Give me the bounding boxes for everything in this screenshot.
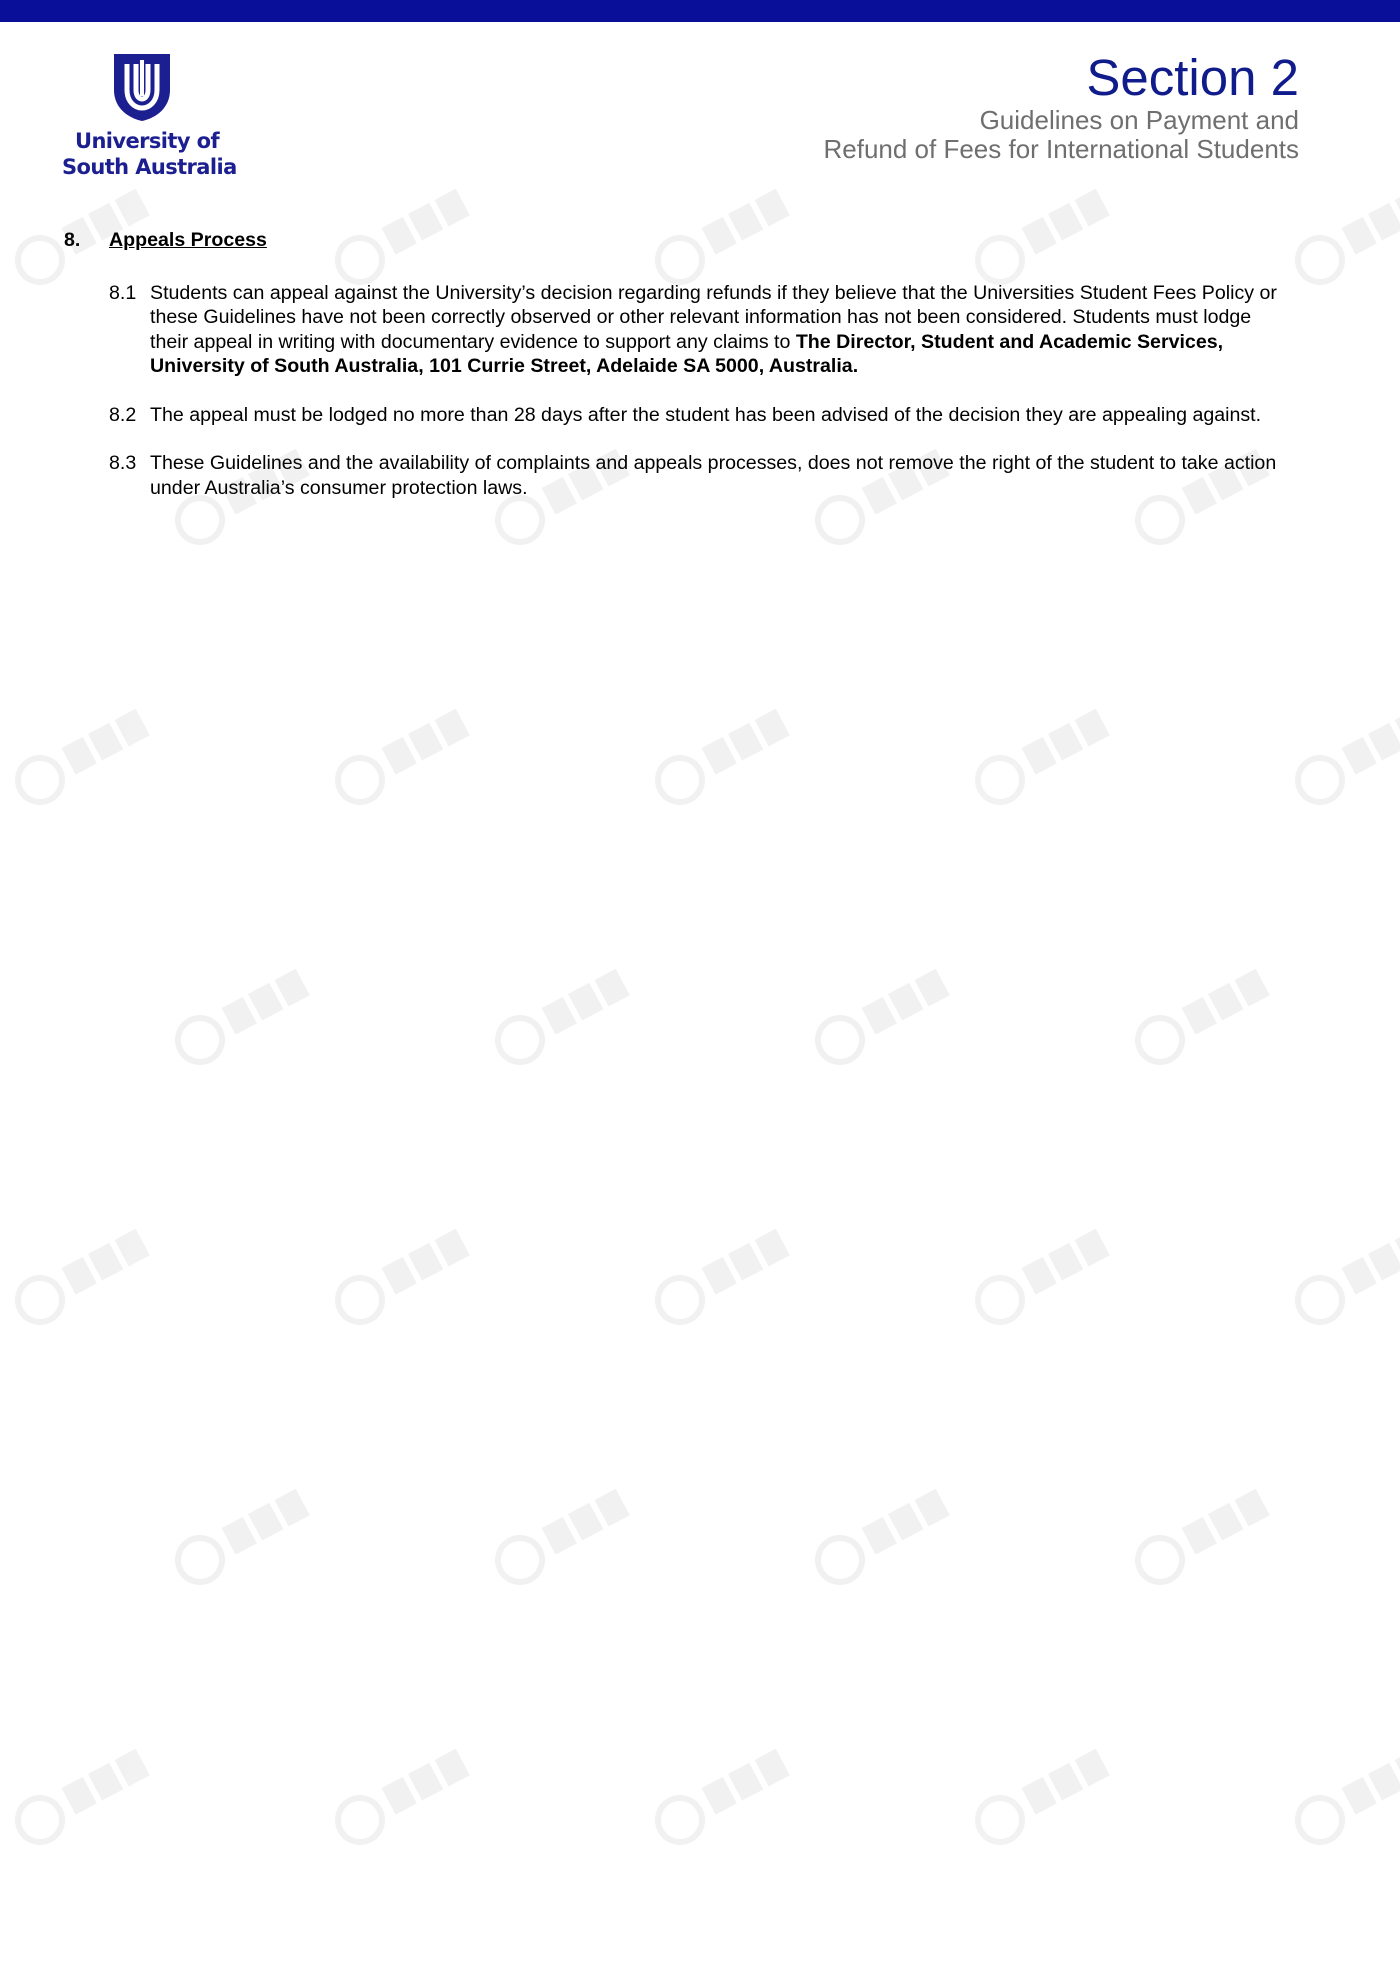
section-number: 8. [64,229,81,251]
document-header [599,50,1299,164]
watermark-mark [330,1745,474,1850]
clause-body [150,451,1290,500]
section-heading [64,228,1294,253]
watermark-mark [650,1745,794,1850]
watermark-mark [1290,705,1400,810]
watermark-mark [170,965,314,1070]
clause-text: Students can appeal against the University’s decision regarding refunds if they believe that the Universities Student Fees Policy or these Guidelines have not been correctly observed or other relevant information has not been considered. Students must lodge their appeal in writing with documentary evidence to support any claims to [150,281,1277,353]
watermark-mark [10,1225,154,1330]
watermark-mark [810,1485,954,1590]
watermark-mark [1130,965,1274,1070]
watermark-mark [650,1225,794,1330]
watermark-mark [970,1225,1114,1330]
clause-8-1 [64,281,1294,379]
section-title: Section 2 [1086,49,1299,106]
section-subtitle [599,106,1299,164]
clause-text: The appeal must be lodged no more than 28 days after the student has been advised of the decision they are appealing against. [150,403,1262,426]
watermark-mark [330,705,474,810]
clause-body [150,281,1290,379]
watermark-mark [1290,1225,1400,1330]
shield-logo-icon [112,52,172,122]
watermark-mark [650,705,794,810]
clause-text: These Guidelines and the availability of complaints and appeals processes, does not remove the right of the student to take action under Australia’s consumer protection laws. [150,452,1277,499]
clause-8-2 [64,403,1294,428]
clause-number: 8.2 [109,403,137,426]
clause-address: The Director, Student and Academic Services, University of South Australia, 101 Currie Street, Adelaide SA 5000, Australia. [150,330,1224,377]
watermark-mark [970,705,1114,810]
watermark-mark [490,1485,634,1590]
logo-line-2: South Australia [62,155,237,179]
watermark-mark [1290,1745,1400,1850]
watermark-mark [490,965,634,1070]
clause-number: 8.1 [109,281,137,304]
watermark-mark [1290,185,1400,290]
watermark-mark [170,1485,314,1590]
logo-line-1: University of [75,129,219,153]
watermark-mark [10,705,154,810]
subtitle-line-1: Guidelines on Payment and [979,105,1299,135]
document-body [64,228,1294,500]
watermark-mark [330,1225,474,1330]
subtitle-line-2: Refund of Fees for International Students [823,134,1299,164]
clause-number: 8.3 [109,452,137,474]
section-heading-title: Appeals Process [109,229,267,251]
clause-8-3 [64,451,1294,500]
watermark-mark [970,1745,1114,1850]
clause-body [150,403,1290,428]
watermark-mark [10,1745,154,1850]
logo-wordmark [62,128,237,180]
watermark-mark [1130,1485,1274,1590]
top-color-band [0,0,1400,22]
university-logo [62,52,237,182]
watermark-mark [810,965,954,1070]
